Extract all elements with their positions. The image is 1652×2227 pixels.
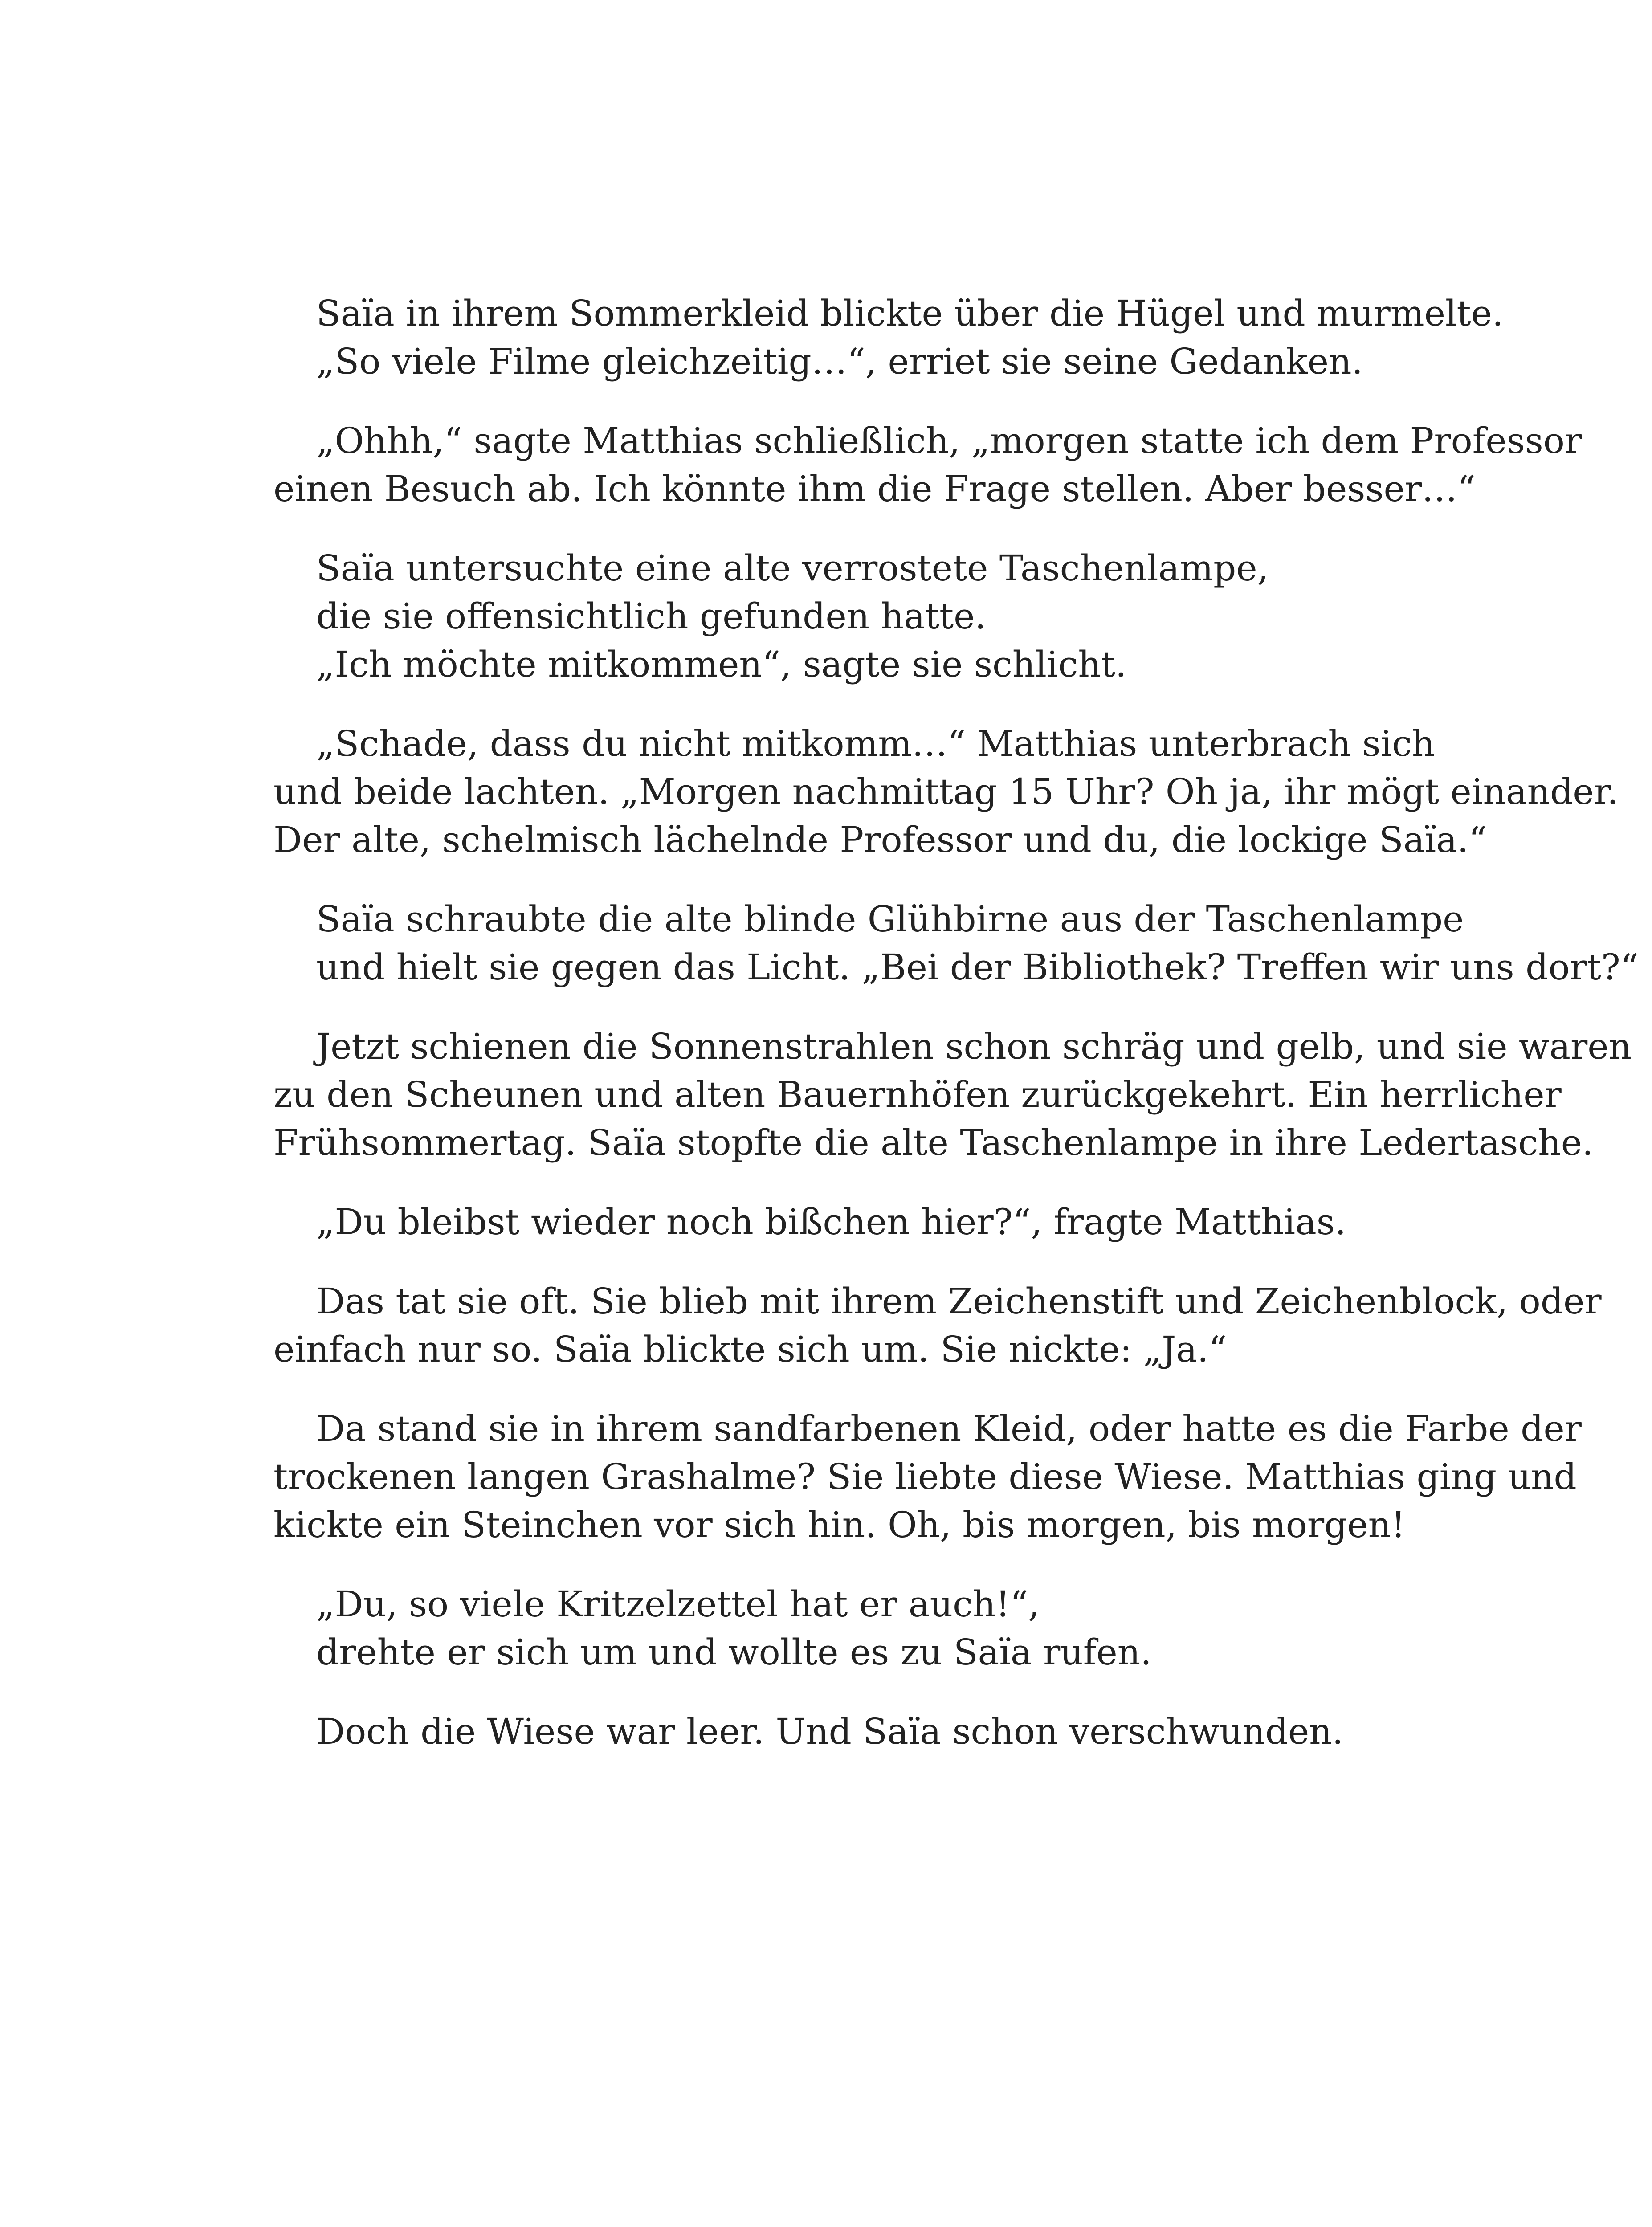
paragraph: [273, 290, 1504, 386]
paragraph: [273, 417, 1582, 513]
text-line: Jetzt schienen die Sonnenstrahlen schon schräg und gelb, und sie waren: [316, 1026, 1632, 1067]
text-line: Saïa schraubte die alte blinde Glühbirne aus der Taschenlampe: [316, 898, 1464, 940]
text-line: „Ich möchte mitkommen“, sagte sie schlicht.: [316, 644, 1127, 685]
text-line: Da stand sie in ihrem sandfarbenen Kleid, oder hatte es die Farbe der: [316, 1408, 1582, 1449]
paragraph: [273, 1708, 1467, 1756]
text-line: Saïa untersuchte eine alte verrostete Taschenlampe,: [316, 547, 1269, 589]
paragraph: [273, 1198, 1467, 1246]
text-line: „So viele Filme gleichzeitig…“, erriet sie seine Gedanken.: [316, 341, 1363, 382]
text-line: zu den Scheunen und alten Bauernhöfen zurückgekehrt. Ein herrlicher: [273, 1074, 1562, 1115]
text-line: Der alte, schelmisch lächelnde Professor und du, die lockige Saïa.“: [273, 819, 1487, 861]
paragraph: [273, 1277, 1602, 1374]
text-line: Doch die Wiese war leer. Und Saïa schon verschwunden.: [316, 1711, 1344, 1752]
paragraph: [273, 720, 1619, 864]
text-line: trockenen langen Grashalme? Sie liebte diese Wiese. Matthias ging und: [273, 1456, 1577, 1497]
text-line: und beide lachten. „Morgen nachmittag 15 Uhr? Oh ja, ihr mögt einander.: [273, 771, 1619, 812]
text-line: drehte er sich um und wollte es zu Saïa rufen.: [316, 1632, 1152, 1673]
paragraph: [273, 895, 1639, 991]
text-line: die sie offensichtlich gefunden hatte.: [316, 595, 986, 637]
text-line: „Schade, dass du nicht mitkomm…“ Matthias unterbrach sich: [316, 723, 1435, 764]
text-line: „Du, so viele Kritzelzettel hat er auch!“,: [316, 1583, 1040, 1625]
paragraph: [273, 1023, 1632, 1167]
text-line: kickte ein Steinchen vor sich hin. Oh, bis morgen, bis morgen!: [273, 1504, 1406, 1546]
text-line: und hielt sie gegen das Licht. „Bei der Bibliothek? Treffen wir uns dort?“: [316, 946, 1639, 988]
text-line: einfach nur so. Saïa blickte sich um. Sie nickte: „Ja.“: [273, 1329, 1227, 1370]
paragraph: [273, 1580, 1467, 1676]
story-text: [273, 290, 1639, 1787]
text-line: „Du bleibst wieder noch bißchen hier?“, fragte Matthias.: [316, 1201, 1346, 1243]
text-line: Saïa in ihrem Sommerkleid blickte über die Hügel und murmelte.: [316, 293, 1504, 334]
text-line: Das tat sie oft. Sie blieb mit ihrem Zeichenstift und Zeichenblock, oder: [316, 1281, 1602, 1322]
paragraph: [273, 544, 1467, 689]
text-line: einen Besuch ab. Ich könnte ihm die Frage stellen. Aber besser…“: [273, 468, 1476, 510]
text-line: „Ohhh,“ sagte Matthias schließlich, „morgen statte ich dem Professor: [316, 420, 1582, 461]
paragraph: [273, 1405, 1582, 1549]
text-line: Frühsommertag. Saïa stopfte die alte Taschenlampe in ihre Ledertasche.: [273, 1122, 1594, 1163]
